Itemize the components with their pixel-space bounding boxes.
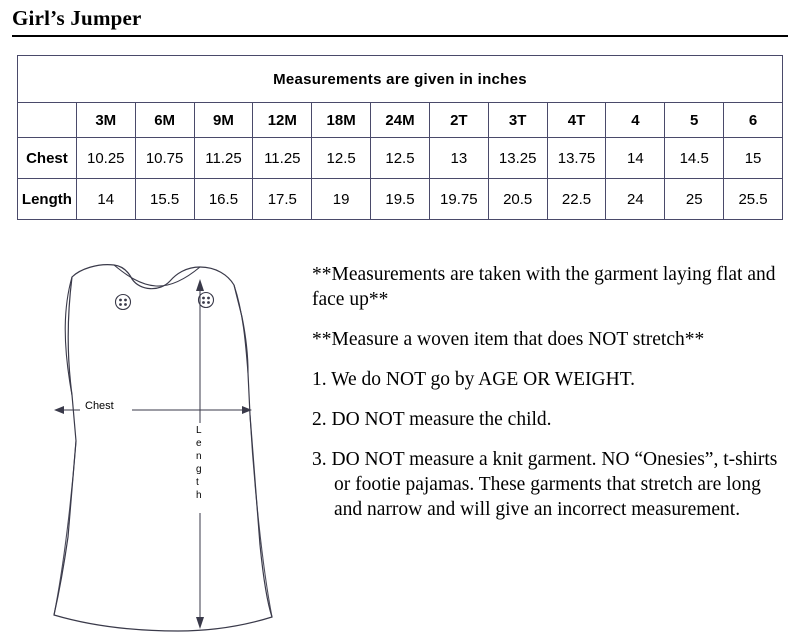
column-header-3m: 3M <box>76 103 135 138</box>
cell-length-6: 25.5 <box>724 179 783 220</box>
cell-chest-5: 14.5 <box>665 138 724 179</box>
jumper-diagram <box>10 245 300 635</box>
cell-chest-6m: 10.75 <box>135 138 194 179</box>
row-label-length: Length <box>18 179 77 220</box>
instruction-text-3: DO NOT measure a knit garment. NO “Onesies”, t-shirts or footie pajamas. These garments that stretch are long and narrow and will give an incorrect measurement. <box>331 448 778 520</box>
cell-chest-4t: 13.75 <box>547 138 606 179</box>
cell-length-4t: 22.5 <box>547 179 606 220</box>
lower-section <box>0 245 800 643</box>
column-header-4: 4 <box>606 103 665 138</box>
cell-chest-9m: 11.25 <box>194 138 253 179</box>
column-header-24m: 24M <box>371 103 430 138</box>
cell-length-6m: 15.5 <box>135 179 194 220</box>
instruction-item-3 <box>312 448 790 523</box>
page-title: Girl’s Jumper <box>12 6 142 30</box>
column-header-18m: 18M <box>312 103 371 138</box>
cell-chest-18m: 12.5 <box>312 138 371 179</box>
column-header-9m: 9M <box>194 103 253 138</box>
instruction-item-2 <box>312 408 790 433</box>
column-header-6m: 6M <box>135 103 194 138</box>
length-measure-label: L e n g t h <box>196 425 202 501</box>
chest-measure-label: Chest <box>85 400 114 412</box>
cell-length-2t: 19.75 <box>429 179 488 220</box>
button-right-icon <box>199 293 214 308</box>
instruction-number-3: 3. <box>312 448 327 470</box>
instruction-text-1: We do NOT go by AGE OR WEIGHT. <box>331 368 636 390</box>
instruction-text-2: DO NOT measure the child. <box>331 408 552 430</box>
jumper-illustration-svg <box>10 245 300 635</box>
table-row-length <box>18 179 783 220</box>
cell-length-3t: 20.5 <box>488 179 547 220</box>
instructions-panel <box>312 263 790 538</box>
instruction-number-2: 2. <box>312 408 327 430</box>
table-header-row <box>18 103 783 138</box>
cell-length-24m: 19.5 <box>371 179 430 220</box>
size-chart-table <box>17 55 783 220</box>
cell-chest-2t: 13 <box>429 138 488 179</box>
note-flat-faceup: **Measurements are taken with the garment laying flat and face up** <box>312 264 776 310</box>
cell-chest-6: 15 <box>724 138 783 179</box>
table-row-chest <box>18 138 783 179</box>
cell-length-12m: 17.5 <box>253 179 312 220</box>
column-header-5: 5 <box>665 103 724 138</box>
row-label-chest: Chest <box>18 138 77 179</box>
column-header-4t: 4T <box>547 103 606 138</box>
column-header-6: 6 <box>724 103 783 138</box>
cell-length-4: 24 <box>606 179 665 220</box>
size-chart-table-container <box>17 55 783 220</box>
column-header-3t: 3T <box>488 103 547 138</box>
cell-length-18m: 19 <box>312 179 371 220</box>
cell-chest-3m: 10.25 <box>76 138 135 179</box>
button-left-icon <box>116 295 131 310</box>
cell-chest-24m: 12.5 <box>371 138 430 179</box>
column-header-12m: 12M <box>253 103 312 138</box>
cell-length-3m: 14 <box>76 179 135 220</box>
instruction-item-1 <box>312 368 790 393</box>
title-divider <box>12 35 788 37</box>
instruction-list <box>312 368 790 523</box>
cell-chest-12m: 11.25 <box>253 138 312 179</box>
cell-length-5: 25 <box>665 179 724 220</box>
instruction-number-1: 1. <box>312 368 327 390</box>
table-banner-row <box>18 56 783 103</box>
note-woven-no-stretch: **Measure a woven item that does NOT stretch** <box>312 328 705 350</box>
cell-chest-4: 14 <box>606 138 665 179</box>
page-header <box>12 6 788 37</box>
cell-chest-3t: 13.25 <box>488 138 547 179</box>
table-corner-cell <box>18 103 77 138</box>
table-banner-title: Measurements are given in inches <box>18 56 783 103</box>
cell-length-9m: 16.5 <box>194 179 253 220</box>
column-header-2t: 2T <box>429 103 488 138</box>
